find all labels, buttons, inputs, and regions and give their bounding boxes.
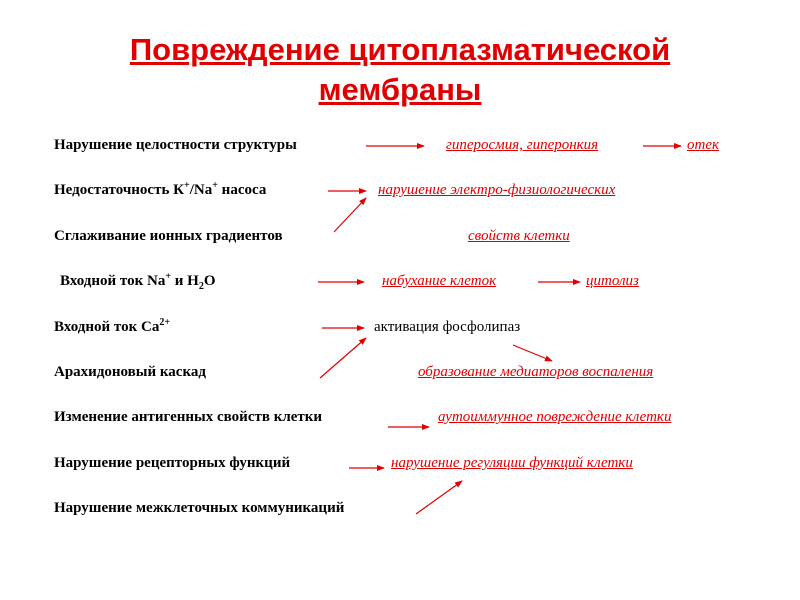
title-line-2: мембраны — [318, 72, 482, 107]
effect-hyperosmia: гиперосмия, гиперонкия — [446, 137, 599, 153]
effect-phospholipase-activation: активация фосфолипаз — [374, 319, 521, 335]
arrow-icon — [334, 198, 366, 232]
effect-electrophysiological: нарушение электро-физиологических — [378, 182, 616, 198]
effect-cytolysis: цитолиз — [586, 273, 639, 289]
arrow-icon — [513, 345, 552, 361]
arrow-icon — [320, 338, 366, 378]
effect-autoimmune-damage: аутоиммунное повреждение клетки — [438, 409, 672, 425]
cause-ca-influx: Входной ток $Ca^{2+}$ — [54, 317, 171, 335]
cause-structure-integrity: Нарушение целостности структуры — [54, 137, 297, 153]
cause-intercellular-communication: Нарушение межклеточных коммуникаций — [54, 500, 345, 516]
effect-cell-swelling: набухание клеток — [382, 273, 497, 289]
cause-receptor-dysfunction: Нарушение рецепторных функций — [54, 455, 291, 471]
cause-na-water-influx: Входной ток Na+ и $H_2O$ — [60, 271, 216, 292]
effect-cell-properties: свойств клетки — [468, 228, 570, 244]
cause-arachidonic-cascade: Арахидоновый каскад — [54, 364, 206, 380]
cause-ion-gradients: Сглаживание ионных градиентов — [54, 228, 283, 244]
title-line-1: Повреждение цитоплазматической — [129, 32, 671, 67]
cause-antigen-change: Изменение антигенных свойств клетки — [54, 409, 323, 425]
cause-pump-failure: Недостаточность К+/Na+ насоса — [54, 180, 267, 198]
effect-regulation-disorder: нарушение регуляции функций клетки — [391, 455, 633, 471]
effect-inflammation-mediators: образование медиаторов воспаления — [418, 364, 654, 380]
effect-edema: отек — [687, 137, 720, 153]
arrow-icon — [416, 481, 462, 514]
